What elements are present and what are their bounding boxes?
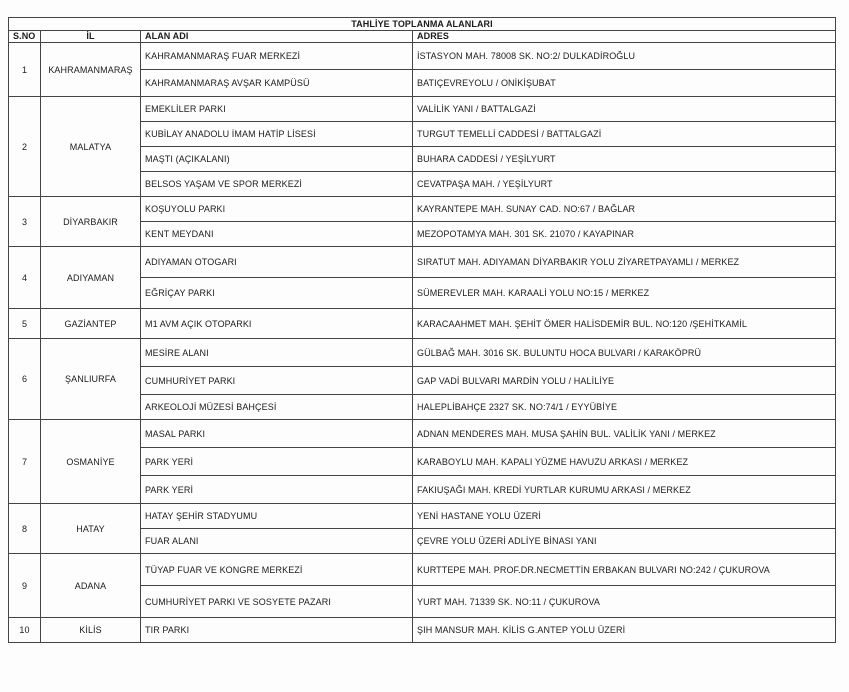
adres-cell: SÜMEREVLER MAH. KARAALİ YOLU NO:15 / MERKEZ	[413, 278, 836, 309]
alan-cell: MASAL PARKI	[141, 420, 413, 448]
adres-cell: İSTASYON MAH. 78008 SK. NO:2/ DULKADİROĞLU	[413, 43, 836, 70]
alan-cell: HATAY ŞEHİR STADYUMU	[141, 504, 413, 529]
alan-cell: KOŞUYOLU PARKI	[141, 197, 413, 222]
table-body	[9, 43, 836, 643]
adres-cell: ŞIH MANSUR MAH. KİLİS G.ANTEP YOLU ÜZERİ	[413, 618, 836, 643]
table-row	[9, 197, 836, 222]
table-row	[9, 554, 836, 586]
il-cell: DİYARBAKIR	[41, 197, 141, 247]
adres-cell: KARABOYLU MAH. KAPALI YÜZME HAVUZU ARKASI / MERKEZ	[413, 448, 836, 476]
adres-cell: SIRATUT MAH. ADIYAMAN DİYARBAKIR YOLU ZİYARETPAYAMLI / MERKEZ	[413, 247, 836, 278]
adres-cell: GAP VADİ BULVARI MARDİN YOLU / HALİLİYE	[413, 367, 836, 395]
table-row	[9, 97, 836, 122]
adres-cell: VALİLİK YANI / BATTALGAZİ	[413, 97, 836, 122]
header-sno: S.NO	[9, 31, 41, 43]
alan-cell: FUAR ALANI	[141, 529, 413, 554]
alan-cell: TIR PARKI	[141, 618, 413, 643]
alan-cell: PARK YERİ	[141, 476, 413, 504]
alan-cell: TÜYAP FUAR VE KONGRE MERKEZİ	[141, 554, 413, 586]
header-il: İL	[41, 31, 141, 43]
alan-cell: BELSOS YAŞAM VE SPOR MERKEZİ	[141, 172, 413, 197]
il-cell: KİLİS	[41, 618, 141, 643]
table-row	[9, 420, 836, 448]
alan-cell: KAHRAMANMARAŞ FUAR MERKEZİ	[141, 43, 413, 70]
adres-cell: BATIÇEVREYOLU / ONİKİŞUBAT	[413, 70, 836, 97]
sno-cell: 4	[9, 247, 41, 309]
header-adres: ADRES	[413, 31, 836, 43]
alan-cell: M1 AVM AÇIK OTOPARKI	[141, 309, 413, 339]
il-cell: ŞANLIURFA	[41, 339, 141, 420]
table-row	[9, 618, 836, 643]
alan-cell: ARKEOLOJİ MÜZESİ BAHÇESİ	[141, 395, 413, 420]
sno-cell: 1	[9, 43, 41, 97]
alan-cell: ADIYAMAN OTOGARI	[141, 247, 413, 278]
table-title: TAHLİYE TOPLANMA ALANLARI	[9, 18, 836, 31]
sno-cell: 7	[9, 420, 41, 504]
table-row	[9, 339, 836, 367]
table-row	[9, 247, 836, 278]
alan-cell: KAHRAMANMARAŞ AVŞAR KAMPÜSÜ	[141, 70, 413, 97]
alan-cell: MAŞTI (AÇIKALANI)	[141, 147, 413, 172]
header-alan: ALAN ADI	[141, 31, 413, 43]
adres-cell: ÇEVRE YOLU ÜZERİ ADLİYE BİNASI YANI	[413, 529, 836, 554]
alan-cell: CUMHURİYET PARKI VE SOSYETE PAZARI	[141, 586, 413, 618]
evacuation-areas-table	[8, 17, 836, 643]
alan-cell: KENT MEYDANI	[141, 222, 413, 247]
adres-cell: ADNAN MENDERES MAH. MUSA ŞAHİN BUL. VALİLİK YANI / MERKEZ	[413, 420, 836, 448]
sno-cell: 2	[9, 97, 41, 197]
table-row	[9, 43, 836, 70]
alan-cell: CUMHURİYET PARKI	[141, 367, 413, 395]
adres-cell: GÜLBAĞ MAH. 3016 SK. BULUNTU HOCA BULVARI / KARAKÖPRÜ	[413, 339, 836, 367]
il-cell: MALATYA	[41, 97, 141, 197]
alan-cell: PARK YERİ	[141, 448, 413, 476]
table-row	[9, 504, 836, 529]
adres-cell: CEVATPAŞA MAH. / YEŞİLYURT	[413, 172, 836, 197]
adres-cell: MEZOPOTAMYA MAH. 301 SK. 21070 / KAYAPINAR	[413, 222, 836, 247]
sno-cell: 10	[9, 618, 41, 643]
il-cell: GAZİANTEP	[41, 309, 141, 339]
alan-cell: KUBİLAY ANADOLU İMAM HATİP LİSESİ	[141, 122, 413, 147]
alan-cell: EĞRİÇAY PARKI	[141, 278, 413, 309]
il-cell: KAHRAMANMARAŞ	[41, 43, 141, 97]
il-cell: OSMANİYE	[41, 420, 141, 504]
adres-cell: KAYRANTEPE MAH. SUNAY CAD. NO:67 / BAĞLAR	[413, 197, 836, 222]
adres-cell: KURTTEPE MAH. PROF.DR.NECMETTİN ERBAKAN BULVARI NO:242 / ÇUKUROVA	[413, 554, 836, 586]
il-cell: HATAY	[41, 504, 141, 554]
table-row	[9, 309, 836, 339]
il-cell: ADANA	[41, 554, 141, 618]
adres-cell: FAKIUŞAĞI MAH. KREDİ YURTLAR KURUMU ARKASI / MERKEZ	[413, 476, 836, 504]
alan-cell: EMEKLİLER PARKI	[141, 97, 413, 122]
alan-cell: MESİRE ALANI	[141, 339, 413, 367]
adres-cell: BUHARA CADDESİ / YEŞİLYURT	[413, 147, 836, 172]
sno-cell: 6	[9, 339, 41, 420]
sno-cell: 5	[9, 309, 41, 339]
adres-cell: KARACAAHMET MAH. ŞEHİT ÖMER HALİSDEMİR BUL. NO:120 /ŞEHİTKAMİL	[413, 309, 836, 339]
sno-cell: 9	[9, 554, 41, 618]
sno-cell: 8	[9, 504, 41, 554]
adres-cell: TURGUT TEMELLİ CADDESİ / BATTALGAZİ	[413, 122, 836, 147]
sno-cell: 3	[9, 197, 41, 247]
il-cell: ADIYAMAN	[41, 247, 141, 309]
adres-cell: YURT MAH. 71339 SK. NO:11 / ÇUKUROVA	[413, 586, 836, 618]
adres-cell: HALEPLİBAHÇE 2327 SK. NO:74/1 / EYYÜBİYE	[413, 395, 836, 420]
adres-cell: YENİ HASTANE YOLU ÜZERİ	[413, 504, 836, 529]
